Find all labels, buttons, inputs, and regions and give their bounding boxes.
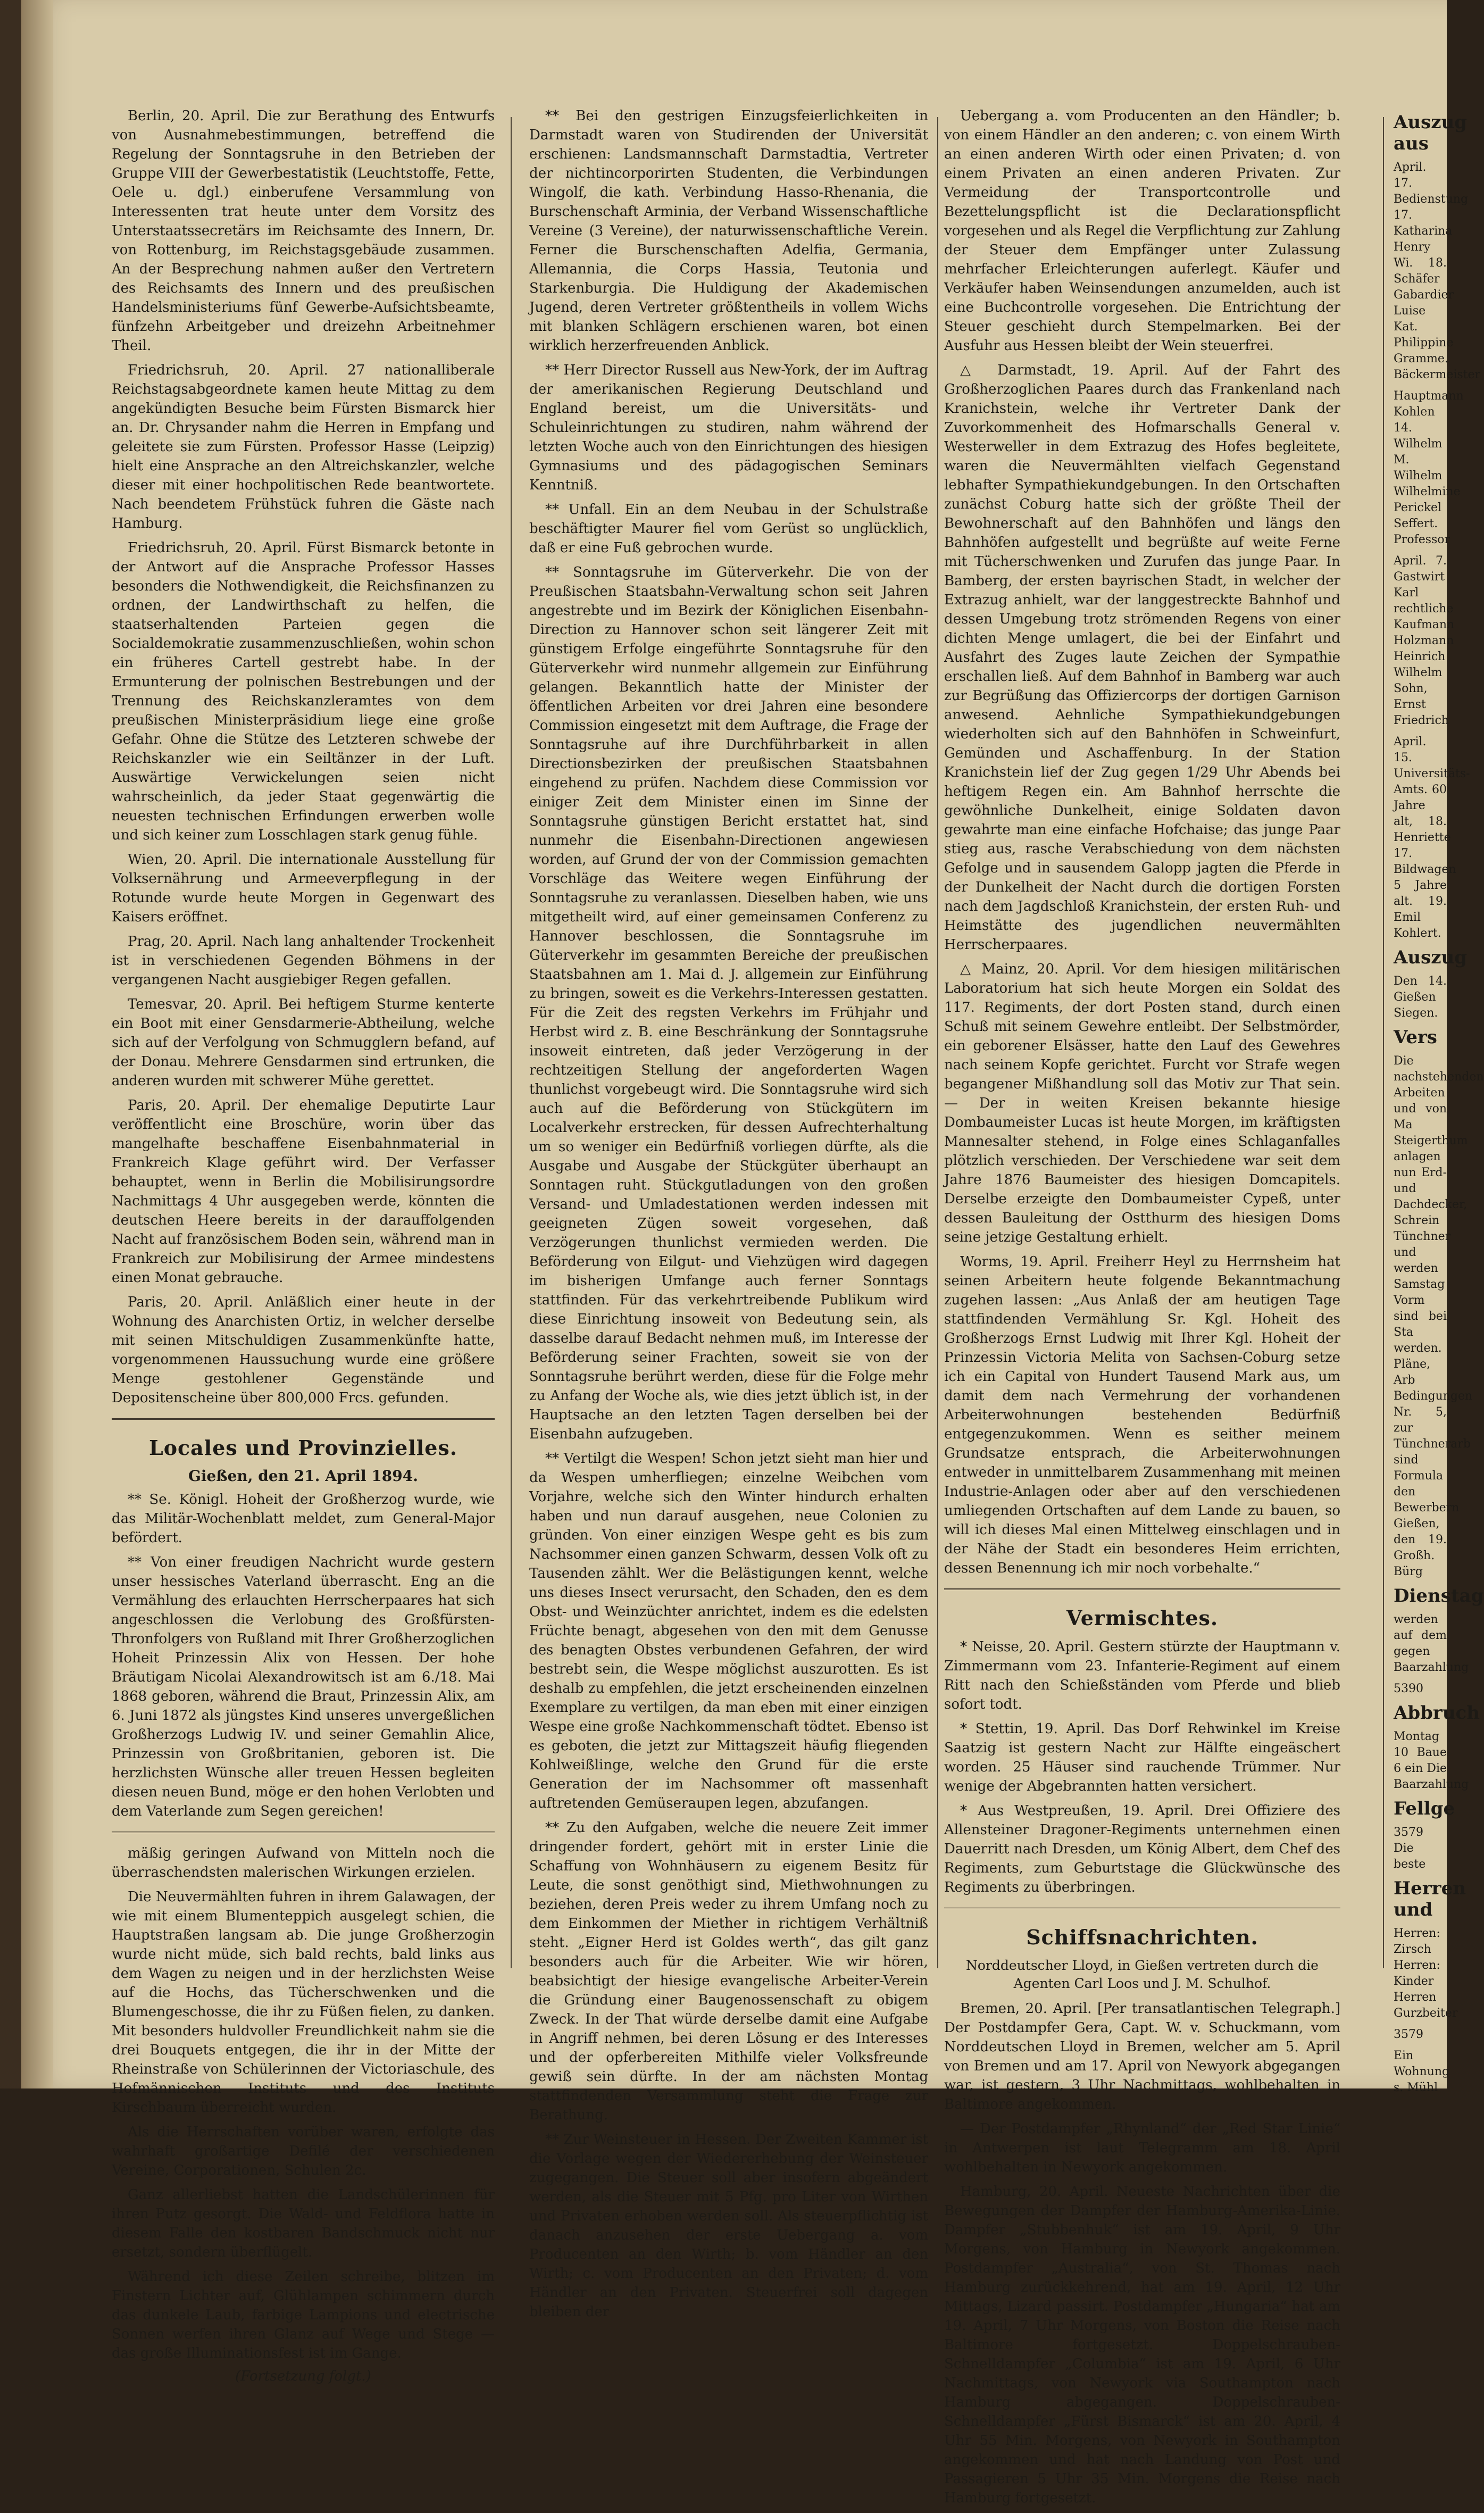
- partial-text: Den 14. Gießen Siegen.: [1394, 975, 1447, 1020]
- partial-text: April. 15. Universitäts-Amts. 60 Jahre alt, 18. Henriette 17. Bildwagen 5 Jahre alt. 19. Emil Kohlert.: [1394, 735, 1470, 940]
- article-paris-1: Paris, 20. April. Der ehemalige Deputirte Laur veröffentlicht eine Broschüre, worin über das mangelhafte beschaffene Eisenbahnmaterial in Frankreich Klage geführt wird. Der Verfasser behauptet, wenn in Berlin die Mobilisirungsordre Nachmittags 4 Uhr ausgegeben werde, könnten die deutschen Heere bereits in der darauffolgenden Nacht auf französischem Boden sein, während man in Frankreich zur Mobilisirung der Armee mindestens einen Monat gebrauche.: [112, 1097, 495, 1286]
- article-friedrichsruh-1: Friedrichsruh, 20. April. 27 nationalliberale Reichstagsabgeordnete kamen heute Mittag zu dem angekündigten Besuche beim Fürsten Bismarck hier an. Dr. Chrysander nahm die Herren in Empfang und geleitete sie zum Fürsten. Professor Hasse (Leipzig) hielt eine Ansprache an den Altreichskanzler, welche dieser mit einer hochpolitischen Rede beantwortete. Nach beendetem Frühstück fuhren die Gäste nach Hamburg.: [112, 362, 495, 531]
- article-westpreussen: * Aus Westpreußen, 19. April. Drei Offiziere des Allensteiner Dragoner-Regiments unternehmen einen Dauerritt nach Dresden, um König Albert, dem Chef des Regiments, zum Geburtstage die Glückwünsche des Regiments zu überbringen.: [944, 1803, 1340, 1895]
- article-weinsteuer: ** Zur Weinsteuer in Hessen. Der Zweiten Kammer ist die Vorlage wegen der Wiedererhebung der Weinsteuer zugegangen. Die Steuer soll aber insofern abgeändert werden, als die Steuer mit 5 Pfg. pro Liter von Wirthen und Privaten erhoben werden soll. Als steuerpflichtig ist danach anzusehen der erste Uebergang a. vom Producenten an den Wirth; b. vom Händler an den Wirth; c. vom Producenten an den Privaten; d. vom Händler an den Privaten. Steuerfrei soll dagegen bleiben der: [529, 2132, 928, 2320]
- column-rule: [1383, 117, 1384, 1968]
- partial-heading: Fellge: [1394, 1798, 1455, 1819]
- section-heading-locales: Locales und Provinzielles.: [148, 1436, 458, 1460]
- partial-text: Hauptmann Kohlen 14. Wilhelm M. Wilhelm Wilhelmine Perickel Seffert. Professor: [1394, 389, 1464, 546]
- article-neisse: * Neisse, 20. April. Gestern stürzte der Hauptmann v. Zimmermann vom 23. Infanterie-Regiment auf einem Ritt nach den Schießständen vom Pferde und blieb sofort todt.: [944, 1639, 1340, 1712]
- partial-heading: Vers: [1394, 1027, 1437, 1048]
- article-berlin: Berlin, 20. April. Die zur Berathung des Entwurfs von Ausnahmebestimmungen, betreffend die Regelung der Sonntagsruhe in den Betrieben der Gruppe VIII der Gewerbestatistik (Leuchtstoffe, Fette, Oele u. dgl.) einberufene Versammlung von Interessenten trat heute unter dem Vorsitz des Unterstaatssecretärs im Reichsamte des Innern, Dr. von Rottenburg, im Reichstagsgebäude zusammen. An der Besprechung nahmen außer den Vertretern des Reichsamts des Innern und des preußischen Handelsministeriums fünf Gewerbe-Aufsichtsbeamte, fünfzehn Arbeitgeber und dreizehn Arbeitnehmer Theil.: [112, 108, 495, 354]
- partial-text: Montag 10 Baue 6 ein Die Baarzahlung: [1394, 1730, 1469, 1791]
- partial-text: 5390: [1394, 1682, 1423, 1695]
- section-heading-schiffsnachrichten: Schiffsnachrichten.: [1026, 1925, 1258, 1949]
- column-rule: [511, 117, 512, 1968]
- continuation-note: (Fortsetzung folgt.): [235, 2368, 371, 2384]
- page-spine-shadow: [21, 0, 53, 2088]
- article-feuilleton-4: Ganz allerliebst hatten die Landschülerinnen für ihren Putz gesorgt. Die Wald- und Feldflora hatte in diesem Falle den kostbaren Bandschmuck nicht nur ersetzt, sondern überflügelt.: [112, 2187, 495, 2260]
- article-temesvar: Temesvar, 20. April. Bei heftigem Sturme kenterte ein Boot mit einer Gensdarmerie-Abtheilung, welche sich auf der Verfolgung von Schmugglern befand, auf der Donau. Mehrere Gensdarmen sind ertrunken, die anderen wurden mit schwerer Mühe gerettet.: [112, 996, 495, 1089]
- dateline: Gießen, den 21. April 1894.: [188, 1467, 419, 1485]
- partial-text: werden auf dem gegen Baarzahlung: [1394, 1613, 1469, 1674]
- article-verlobung: ** Von einer freudigen Nachricht wurde gestern unser hessisches Vaterland überrascht. Eng an die Vermählung des erlauchten Herrscherpaares hat sich angeschlossen die Verlobung des Großfürsten-Thronfolgers von Rußland mit Ihrer Großherzoglichen Hoheit Prinzessin Alix von Hessen. Der hohe Bräutigam Nicolai Alexandrowitsch ist am 6./18. Mai 1868 geboren, während die Braut, Prinzessin Alix, am 6. Juni 1872 als jüngstes Kind unseres unvergeßlichen Großherzogs Ludwig IV. und seiner Gemahlin Alice, Prinzessin von Großbritanien, geboren ist. Die herzlichsten Wünsche aller treuen Hessen begleiten diesen neuen Bund, möge er den hohen Verlobten und dem Vaterlande zum Segen gereichen!: [112, 1554, 495, 1819]
- article-russell: ** Herr Director Russell aus New-York, der im Auftrag der amerikanischen Regierung Deutschland und England bereist, um die Universitäts- und Schuleinrichtungen zu studiren, nahm während der letzten Woche auch von den Einrichtungen des hiesigen Gymnasiums und des pädagogischen Seminars Kenntniß.: [529, 362, 928, 493]
- column-4-partial: [1394, 106, 1484, 2101]
- article-feuilleton-2: Die Neuvermählten fuhren in ihrem Galawagen, der wie mit einem Blumenteppich ausgelegt schien, die Hauptstraßen langsam ab. Die junge Großherzogin wurde nicht müde, sich bald rechts, bald links aus dem Wagen zu neigen und in der herzlichsten Weise auf die Hochs, das Tücherschwenken und die Blumengeschosse, die ihr zu Füßen fielen, zu danken. Mit besonders huldvoller Freundlichkeit nahm sie die drei Bouquets entgegen, die ihr in der Mitte der Rheinstraße von Schülerinnen der Victoriaschule, des Hofmännischen Instituts und des Instituts Kirschbaum überreicht wurden.: [112, 1889, 495, 2116]
- partial-text: April. 17. Bedienstung 17. Katharina Henry Wi. 18. Schäfer Gabardier Luise Kat. Philippine Gramme. Bäckermeister: [1394, 161, 1481, 381]
- agents-line: Norddeutscher Lloyd, in Gießen vertreten durch die Agenten Carl Loos und J. M. Schulhof.: [966, 1958, 1319, 1991]
- column-2: [529, 106, 928, 2327]
- article-mainz: △ Mainz, 20. April. Vor dem hiesigen militärischen Laboratorium hat sich heute Morgen ein Soldat des 117. Regiments, der dort Posten stand, durch einen Schuß mit seinem Gewehre entleibt. Der Selbstmörder, ein geborener Elsässer, hatte den Lauf des Gewehres nach seinem Kopfe gerichtet. Furcht vor Strafe wegen begangener Mißhandlung soll das Motiv zur That sein. — Der in weiten Kreisen bekannte hiesige Dombaumeister Lucas ist heute Morgen, im kräftigsten Mannesalter stehend, in Folge eines Schlaganfalles plötzlich verschieden. Der Verschiedene war seit dem Jahre 1876 Baumeister des hiesigen Domcapitels. Derselbe erzeigte den Dombaumeister Cypeß, unter dessen Bauleitung der Ostthurm des hiesigen Doms seine jetzige Gestaltung erhielt.: [944, 961, 1340, 1245]
- article-darmstadt: △ Darmstadt, 19. April. Auf der Fahrt des Großherzoglichen Paares durch das Frankenland nach Kranichstein, welche ihr Vertreter Dank der Zuvorkommenheit des Hofmarschalls General v. Westerweller in dem Extrazug des Hofes begleitete, waren die Neuvermählten vielfach Gegenstand lebhafter Sympathiekundgebungen. In den Ortschaften zunächst Coburg hatte sich der größte Theil der Bewohnerschaft auf den Bahnhöfen und längs den Bahnhöfen aufgestellt und begrüßte auf weite Ferne mit Tücherschwenken und Zurufen das junge Paar. In Bamberg, der ersten bayrischen Stadt, in welcher der Extrazug anhielt, war der langgestreckte Bahnhof und dessen Umgebung trotz strömenden Regens von einer dichten Menge umlagert, die bei der Einfahrt und Ausfahrt des Zuges laute Zeichen der Sympathie erschallen ließ. Auf dem Bahnhof in Bamberg war auch zur Begrüßung das Offiziercorps der dortigen Garnison anwesend. Aehnliche Sympathiekundgebungen wiederholten sich auf den Bahnhöfen in Schweinfurt, Gemünden und Aschaffenburg. In der Station Kranichstein lief der Zug gegen 1/29 Uhr Abends bei heftigem Regen ein. Am Bahnhof herrschte die gewöhnliche Dunkelheit, einige Soldaten davon gewahrte man eine einfache Hofchaise; das junge Paar stieg aus, rasche Verabschiedung von dem nächsten Gefolge und in sausendem Galopp jagten die Pferde in der Dunkelheit der Nacht durch die dortigen Forsten nach dem Jagdschloß Kranichstein, der ersten Ruh- und Heimstätte des jugendlichen neuvermählten Herrscherpaares.: [944, 362, 1340, 953]
- article-grossherzog: ** Se. Königl. Hoheit der Großherzog wurde, wie das Militär-Wochenblatt meldet, zum General-Major befördert.: [112, 1492, 495, 1546]
- partial-text: April. 7. Gastwirt Karl rechtliche Kaufmann Holzmann Heinrich Wilhelm Sohn, Ernst Friedrich: [1394, 554, 1455, 727]
- article-friedrichsruh-2: Friedrichsruh, 20. April. Fürst Bismarck betonte in der Antwort auf die Ansprache Professor Hasses besonders die Nothwendigkeit, die Reichsfinanzen zu ordnen, der Landwirthschaft zu helfen, die staatserhaltenden Parteien gegen die Socialdemokratie zusammenzuschließen, wohin schon ein früheres Cartell gestrebt habe. In der Ermunterung der polnischen Bestrebungen und der Trennung des Reichskanzleramtes von dem preußischen Ministerpräsidium liege eine große Gefahr. Ohne die Stütze des Letzteren schwebe der Reichskanzler wie ein Seiltänzer in der Luft. Auswärtige Verwickelungen seien nicht wahrscheinlich, da jeder Staat gegenwärtig die neuesten technischen Erfindungen erwerben wolle und sich keiner zum Losschlagen stark genug fühle.: [112, 540, 495, 843]
- section-heading-vermischtes: Vermischtes.: [1066, 1606, 1219, 1630]
- partial-text: 3579: [1394, 2028, 1423, 2041]
- article-stettin: * Stettin, 19. April. Das Dorf Rehwinkel im Kreise Saatzig ist gestern Nacht zur Hälfte eingeäschert worden. 25 Häuser sind rauchende Trümmer. Nur wenige der Abgebrannten hatten versichert.: [944, 1721, 1340, 1794]
- article-wien: Wien, 20. April. Die internationale Ausstellung für Volksernährung und Armeeverpflegung in der Rotunde wurde heute Morgen in Gegenwart des Kaisers eröffnet.: [112, 852, 495, 925]
- section-divider: [112, 1832, 495, 1833]
- article-feuilleton-5: Während ich diese Zeilen schreibe, blitzen im Finstern Lichter auf, Glühlampen schimmern durch das dunkele Laub, farbige Lampions und electrische Sonnen werfen ihren Glanz auf Wege und Stege — das große Illuminationsfest ist im Gange.: [112, 2269, 495, 2361]
- column-1: [112, 106, 495, 2384]
- article-rhynland: — Der Postdampfer „Rhynland“ der „Red Star Linie“ in Antwerpen ist laut Telegramm am 18. April wohlbehalten in Newyork angekommen.: [944, 2121, 1340, 2175]
- partial-heading: Abbruch: [1394, 1702, 1480, 1724]
- partial-heading: Herren und: [1394, 1878, 1466, 1920]
- article-unfall: ** Unfall. Ein an dem Neubau in der Schulstraße beschäftigter Maurer fiel vom Gerüst so unglücklich, daß er eine Fuß gebrochen wurde.: [529, 502, 928, 556]
- article-weinsteuer-cont: Uebergang a. vom Producenten an den Händler; b. von einem Händler an den anderen; c. von einem Wirth an einen anderen Wirth oder einen Privaten; d. von einem Privaten an einen anderen Privaten. Zur Vermeidung der Transportcontrolle und Bezettelungspflicht ist die Declarationspflicht vorgesehen und als Regel die Verpflichtung zur Zahlung der Steuer dem Empfänger unter Zulassung mehrfacher Erleichterungen auferlegt. Käufer und Verkäufer haben Weinsendungen anzumelden, auch ist eine Buchcontrolle vorgesehen. Die Entrichtung der Steuer geschieht durch Stempelmarken. Bei der Ausfuhr aus Hessen bleibt der Wein steuerfrei.: [944, 108, 1340, 354]
- article-feuilleton-1: mäßig geringen Aufwand von Mitteln noch die überraschendsten malerischen Wirkungen erzielen.: [112, 1845, 495, 1880]
- article-feuilleton-3: Als die Herrschaften vorüber waren, erfolgte das wahrhaft großartige Defilé der verschiedenen Vereine, Corporationen, Schulen 2c.: [112, 2124, 495, 2178]
- article-bremen: Bremen, 20. April. [Per transatlantischen Telegraph.] Der Postdampfer Gera, Capt. W. v. Schuckmann, vom Norddeutschen Lloyd in Bremen, welcher am 5. April von Bremen und am 17. April von Newyork abgegangen war, ist gestern, 3 Uhr Nachmittags, wohlbehalten in Baltimore angekommen.: [944, 2001, 1340, 2112]
- section-divider: [944, 1908, 1340, 1909]
- article-prag: Prag, 20. April. Nach lang anhaltender Trockenheit ist in verschiedenen Gegenden Böhmens in der vergangenen Nacht ausgiebiger Regen gefallen.: [112, 934, 495, 988]
- partial-heading: Auszug: [1394, 947, 1468, 968]
- partial-heading: Dienstag: [1394, 1585, 1484, 1607]
- article-worms: Worms, 19. April. Freiherr Heyl zu Herrnsheim hat seinen Arbeitern heute folgende Bekanntmachung zugehen lassen: „Aus Anlaß der am heutigen Tage stattfindenden Vermählung Sr. Kgl. Hoheit des Großherzogs Ernst Ludwig mit Ihrer Kgl. Hoheit der Prinzessin Victoria Melita von Sachsen-Coburg setze ich ein Capital von Hundert Tausend Mark aus, um damit dem nach Vermehrung der vorhandenen Arbeiterwohnungen bestehenden Bedürfniß entgegenzukommen. Wenn es seither meinem Grundsatze entsprach, die Arbeiterwohnungen entweder in unmittelbarem Zusammenhang mit meinen Industrie-Anlagen oder aber auf den verschiedenen umliegenden Ortschaften auf dem Lande zu bauen, so will ich dieses Mal einen Mittelweg einschlagen und in der Nähe der Stadt ein besonderes Heim errichten, dessen Benennung ich mir noch vorbehalte.“: [944, 1254, 1340, 1576]
- article-einzug: ** Bei den gestrigen Einzugsfeierlichkeiten in Darmstadt waren von Studirenden der Universität erschienen: Landsmannschaft Darmstadtia, Vertreter der nichtincorporirten Studenten, die Verbindungen Wingolf, die kath. Verbindung Hasso-Rhenania, die Burschenschaft Arminia, der Verband Wissenschaftliche Vereine (3 Vereine), der naturwissenschaftliche Verein. Ferner die Burschenschaften Adelfia, Germania, Allemannia, die Corps Hassia, Teutonia und Starkenburgia. Die Huldigung der Akademischen Jugend, deren Vertreter größtentheils in vollem Wichs mit blanken Schlägern erschienen waren, bot einen wirklich herzerfreuenden Anblick.: [529, 108, 928, 354]
- partial-text: Herren: Zirsch Herren: Kinder Herren Gurzbeiter: [1394, 1927, 1458, 2020]
- column-3: [944, 106, 1340, 2513]
- scan-edge: [0, 0, 21, 2088]
- partial-heading: Auszug aus: [1394, 112, 1468, 154]
- section-divider: [944, 1588, 1340, 1590]
- article-wohnhaeuser: ** Zu den Aufgaben, welche die neuere Zeit immer dringender fordert, gehört mit in erster Linie die Schaffung von Wohnhäusern zu eigenem Besitz für Leute, die sonst genöthigt sind, Miethwohnungen zu beziehen, deren Preis weder zu ihrem Umfang noch zu dem Einkommen der Miether in richtigem Verhältniß steht. „Eigner Herd ist Goldes werth“, das gilt ganz besonders auch für die Arbeiter. Wie wir hören, beabsichtigt der hiesige evangelische Arbeiter-Verein die Gründung einer Baugenossenschaft zu obigem Zweck. In der That würde derselbe damit eine Aufgabe in Angriff nehmen, bei deren Lösung er des Interesses und der opferbereiten Mithilfe vieler Volksfreunde gewiß sein dürfte. In der am nächsten Montag stattfindenden Versammlung steht die Frage zur Berathung.: [529, 1820, 928, 2123]
- article-sonntagsruhe: ** Sonntagsruhe im Güterverkehr. Die von der Preußischen Staatsbahn-Verwaltung schon seit Jahren angestrebte und im Bezirk der Königlichen Eisenbahn-Direction zu Hannover schon seit längerer Zeit mit günstigem Erfolge eingeführte Sonntagsruhe für den Güterverkehr wird nunmehr allgemein zur Einführung gelangen. Bekanntlich hatte der Minister der öffentlichen Arbeiten vor drei Jahren eine besondere Commission eingesetzt mit dem Auftrage, die Frage der Sonntagsruhe auf ihre Durchführbarkeit in allen Directionsbezirken der preußischen Staatsbahnen eingehend zu prüfen. Nachdem diese Commission vor einiger Zeit dem Minister einen im Sinne der Sonntagsruhe günstigen Bericht erstattet hat, sind nunmehr die Eisenbahn-Directionen angewiesen worden, auf Grund der von der Commission gemachten Vorschläge das Weitere wegen Einführung der Sonntagsruhe zu veranlassen. Dieselben haben, wie uns mitgetheilt wird, auf einer gemeinsamen Conferenz zu Hannover beschlossen, die Sonntagsruhe im Güterverkehr im gesammten Bereiche der preußischen Staatsbahnen am 1. Mai d. J. allgemein zur Einführung zu bringen, soweit es die Verkehrs-Interessen gestatten. Für die Zeit des regsten Verkehrs im Frühjahr und Herbst wird z. B. eine Beschränkung der Sonntagsruhe insoweit eintreten, daß jeder Verzögerung in der rechtzeitigen Stellung der angeforderten Wagen thunlichst vorgebeugt wird. Die Sonntagsruhe wird sich auch auf die Beförderung von Stückgütern im Localverkehr erstrecken, für dessen Aufrechterhaltung um so weniger ein Bedürfniß vorliegen dürfte, als die Ausgabe und Ausgabe der Stückgüter überhaupt an Sonntagen ruht. Stückgutladungen von den großen Versand- und Umladestationen werden indessen mit geeigneten Zügen soweit vorgesehen, daß Verzögerungen thunlichst vermieden werden. Die Beförderung von Eilgut- und Viehzügen wird dagegen im bisherigen Umfange auch ferner Sonntags stattfinden. Für das verkehrtreibende Publikum wird diese Einrichtung insoweit von Bedeutung sein, als dasselbe darauf Bedacht nehmen muß, im Interesse der Beförderung seiner Frachten, soweit sie von der Sonntagsruhe berührt werden, diese für die Folge mehr zu Anfang der Woche als, wie dies jetzt üblich ist, in der Hauptsache an den letzten Tagen derselben bei der Eisenbahn aufzugeben.: [529, 564, 928, 1442]
- article-hamburg: Hamburg, 20. April. Neueste Nachrichten über die Bewegungen der Dampfer der Hamburg-Amerika-Linie. Dampfer „Stubbenhuk“ ist am 19. April, 9 Uhr Morgens, von Hamburg in Newyork angekommen. Postdampfer „Australia“, von St. Thomas nach Hamburg zurückkehrend, hat am 19. April, 12 Uhr Mittags, Lizard passirt. Postdampfer „Hungaria“ hat am 19. April, 7 Uhr Morgens, von Boston die Reise nach Baltimore fortgesetzt. Doppelschrauben-Schnelldampfer „Columbia“ ist am 19. April, 6 Uhr Nachmittags, von Newyork via Southampton nach Hamburg abgegangen. Doppelschrauben-Schnelldampfer „Fürst Bismarck“ ist am 20. April, 4 Uhr 55 Min. Morgens, von Newyork in Southampton angekommen und hat nach Landung von Post und Passagieren 5 Uhr 35 Min. Morgens die Reise nach Hamburg fortgesetzt.: [944, 2184, 1340, 2506]
- partial-text: 3579 Die beste: [1394, 1826, 1426, 1871]
- article-wespen: ** Vertilgt die Wespen! Schon jetzt sieht man hier und da Wespen umherfliegen; einzelne Weibchen vom Vorjahre, welche sich den Winter hindurch erhalten haben und nun darauf ausgehen, neue Colonien zu gründen. Von einer einzigen Wespe geht es bis zum Nachsommer einen ganzen Schwarm, dessen Volk oft zu Tausenden zählt. Wer die Belästigungen kennt, welche uns dieses Insect verursacht, den Schaden, den es dem Obst- und Weinzüchter anrichtet, indem es die edelsten Früchte benagt, abgesehen von den mit dem Genusse des benagten Obstes verbundenen Gefahren, der wird bestrebt sein, die Wespe möglichst auszurotten. Es ist deshalb zu empfehlen, die jetzt erscheinenden einzelnen Exemplare zu vertilgen, da man eben mit einer einzigen Wespe eine große Nachkommenschaft tödtet. Ebenso ist es geboten, die jetzt zur Mittagszeit häufig fliegenden Kohlweißlinge, welche den Grund für die erste Generation der im Nachsommer oft massenhaft auftretenden Gemüseraupen legen, abzufangen.: [529, 1451, 928, 1811]
- article-paris-2: Paris, 20. April. Anläßlich einer heute in der Wohnung des Anarchisten Ortiz, in welcher derselbe mit seinen Mitschuldigen Zusammenkünfte hatte, vorgenommenen Haussuchung wurde eine größere Menge gestohlener Gegenstände und Depositenscheine über 800,000 Frcs. gefunden.: [112, 1294, 495, 1406]
- partial-text: Ein Wohnung s. Mühl: [1394, 2049, 1450, 2094]
- partial-text: Die nachstehenden Arbeiten und von Ma Steigerthum anlagen nun Erd- und Dachdecker, Schrein Tünchner und werden Samstag Vorm sind bei Sta werden. Pläne, Arb Bedingungen Nr. 5, zur Tünchnerarb sind Formula den Bewerbern Gießen, den 19. Großh. Bürg: [1394, 1054, 1484, 1578]
- section-divider: [112, 1418, 495, 1420]
- column-rule: [937, 117, 938, 1968]
